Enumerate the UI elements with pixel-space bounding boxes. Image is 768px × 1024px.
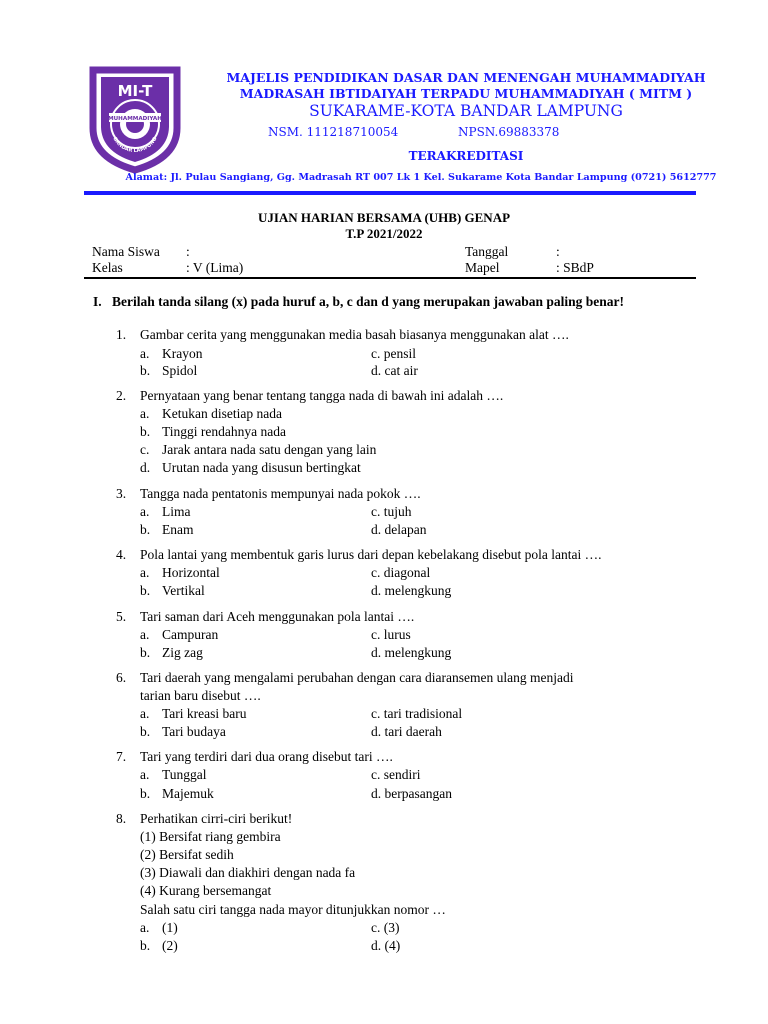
nama-label: Nama Siswa xyxy=(92,244,160,259)
statement-2: (2) Bersifat sedih xyxy=(140,847,234,862)
option-a: Lima xyxy=(162,504,191,519)
letterhead-line-2: MADRASAH IBTIDAIYAH TERPADU MUHAMMADIYAH ( MITM ) xyxy=(239,86,693,101)
letterhead-line-3: SUKARAME-KOTA BANDAR LAMPUNG xyxy=(309,102,623,120)
exam-year: T.P 2021/2022 xyxy=(345,226,423,241)
kelas-label: Kelas xyxy=(92,260,123,275)
option-letter: a. xyxy=(140,504,150,519)
question-text: Pernyataan yang benar tentang tangga nada di bawah ini adalah …. xyxy=(140,388,504,403)
option-d: d. melengkung xyxy=(371,583,452,598)
school-logo xyxy=(89,66,181,174)
option-b: Zig zag xyxy=(162,645,203,660)
question-number: 5. xyxy=(116,609,127,624)
option-letter: c. xyxy=(140,442,150,457)
tanggal-value: : xyxy=(556,244,560,259)
option-b: Spidol xyxy=(162,363,198,378)
option-b: Enam xyxy=(162,522,194,537)
mapel-label: Mapel xyxy=(465,260,500,275)
option-c: c. tujuh xyxy=(371,504,412,519)
letterhead-divider xyxy=(84,191,696,195)
mapel-value: : SBdP xyxy=(556,260,594,275)
option-letter: b. xyxy=(140,938,151,953)
option-d: d. tari daerah xyxy=(371,724,442,739)
option-a: Krayon xyxy=(162,346,203,361)
nama-value: : xyxy=(186,244,190,259)
option-c: c. sendiri xyxy=(371,767,421,782)
option-letter: a. xyxy=(140,565,150,580)
question-text-continued: tarian baru disebut …. xyxy=(140,688,261,703)
accreditation-label: TERAKREDITASI xyxy=(408,149,524,163)
section-number: I. xyxy=(93,294,102,309)
option-letter: b. xyxy=(140,786,151,801)
question-number: 4. xyxy=(116,547,127,562)
question-text: Tari saman dari Aceh menggunakan pola lantai …. xyxy=(140,609,415,624)
question-number: 1. xyxy=(116,327,127,342)
option-c: Jarak antara nada satu dengan yang lain xyxy=(162,442,377,457)
option-a: Campuran xyxy=(162,627,219,642)
question-text: Tari yang terdiri dari dua orang disebut tari …. xyxy=(140,749,393,764)
option-a: Tari kreasi baru xyxy=(162,706,247,721)
option-d: d. cat air xyxy=(371,363,418,378)
option-d: d. (4) xyxy=(371,938,401,953)
option-letter: b. xyxy=(140,724,151,739)
question-number: 8. xyxy=(116,811,127,826)
kelas-value: : V (Lima) xyxy=(186,260,244,275)
nsm-number: NSM. 111218710054 xyxy=(268,125,399,139)
option-letter: b. xyxy=(140,363,151,378)
school-address: Alamat: Jl. Pulau Sangiang, Gg. Madrasah RT 007 Lk 1 Kel. Sukarame Kota Bandar Lampung (0721) 5612777 xyxy=(125,172,717,183)
question-number: 6. xyxy=(116,670,127,685)
option-c: c. tari tradisional xyxy=(371,706,463,721)
question-number: 3. xyxy=(116,486,127,501)
option-letter: b. xyxy=(140,583,151,598)
option-letter: d. xyxy=(140,460,151,475)
option-d: d. delapan xyxy=(371,522,427,537)
option-b: Tari budaya xyxy=(162,724,226,739)
option-letter: a. xyxy=(140,767,150,782)
statement-4: (4) Kurang bersemangat xyxy=(140,883,272,898)
option-letter: a. xyxy=(140,627,150,642)
option-a: Tunggal xyxy=(162,767,207,782)
question-prompt: Salah satu ciri tangga nada mayor ditunjukkan nomor … xyxy=(140,902,446,917)
option-d: Urutan nada yang disusun bertingkat xyxy=(162,460,361,475)
option-a: Ketukan disetiap nada xyxy=(162,406,282,421)
option-letter: b. xyxy=(140,424,151,439)
option-letter: a. xyxy=(140,406,150,421)
option-letter: a. xyxy=(140,920,150,935)
option-b: Tinggi rendahnya nada xyxy=(162,424,286,439)
option-c: c. diagonal xyxy=(371,565,431,580)
option-b: (2) xyxy=(162,938,178,953)
option-a: Horizontal xyxy=(162,565,220,580)
header-divider xyxy=(84,277,696,279)
statement-3: (3) Diawali dan diakhiri dengan nada fa xyxy=(140,865,356,880)
logo-text-top: MI-T xyxy=(117,82,153,100)
section-instruction: Berilah tanda silang (x) pada huruf a, b, c dan d yang merupakan jawaban paling benar! xyxy=(112,294,624,309)
option-c: c. lurus xyxy=(371,627,411,642)
option-d: d. melengkung xyxy=(371,645,452,660)
tanggal-label: Tanggal xyxy=(465,244,509,259)
question-number: 7. xyxy=(116,749,127,764)
question-text: Tari daerah yang mengalami perubahan dengan cara diaransemen ulang menjadi xyxy=(140,670,574,685)
logo-text-band: MUHAMMADIYAH xyxy=(108,116,162,122)
option-letter: a. xyxy=(140,706,150,721)
letterhead-numbers xyxy=(186,125,746,141)
option-c: c. (3) xyxy=(371,920,400,935)
option-letter: b. xyxy=(140,522,151,537)
question-text: Tangga nada pentatonis mempunyai nada pokok …. xyxy=(140,486,421,501)
option-letter: b. xyxy=(140,645,151,660)
option-b: Majemuk xyxy=(162,786,214,801)
npsn-number: NPSN.69883378 xyxy=(458,125,560,139)
question-text: Pola lantai yang membentuk garis lurus dari depan kebelakang disebut pola lantai …. xyxy=(140,547,602,562)
question-number: 2. xyxy=(116,388,127,403)
option-b: Vertikal xyxy=(162,583,205,598)
statement-1: (1) Bersifat riang gembira xyxy=(140,829,281,844)
letterhead-line-1: MAJELIS PENDIDIKAN DASAR DAN MENENGAH MUHAMMADIYAH xyxy=(226,70,706,85)
question-text: Perhatikan cirri-ciri berikut! xyxy=(140,811,293,826)
logo-text-arc: BANDAR LAMPUNG xyxy=(111,136,159,155)
question-text: Gambar cerita yang menggunakan media basah biasanya menggunakan alat …. xyxy=(140,327,569,342)
exam-title: UJIAN HARIAN BERSAMA (UHB) GENAP xyxy=(257,210,511,225)
option-c: c. pensil xyxy=(371,346,416,361)
option-a: (1) xyxy=(162,920,178,935)
option-d: d. berpasangan xyxy=(371,786,452,801)
option-letter: a. xyxy=(140,346,150,361)
